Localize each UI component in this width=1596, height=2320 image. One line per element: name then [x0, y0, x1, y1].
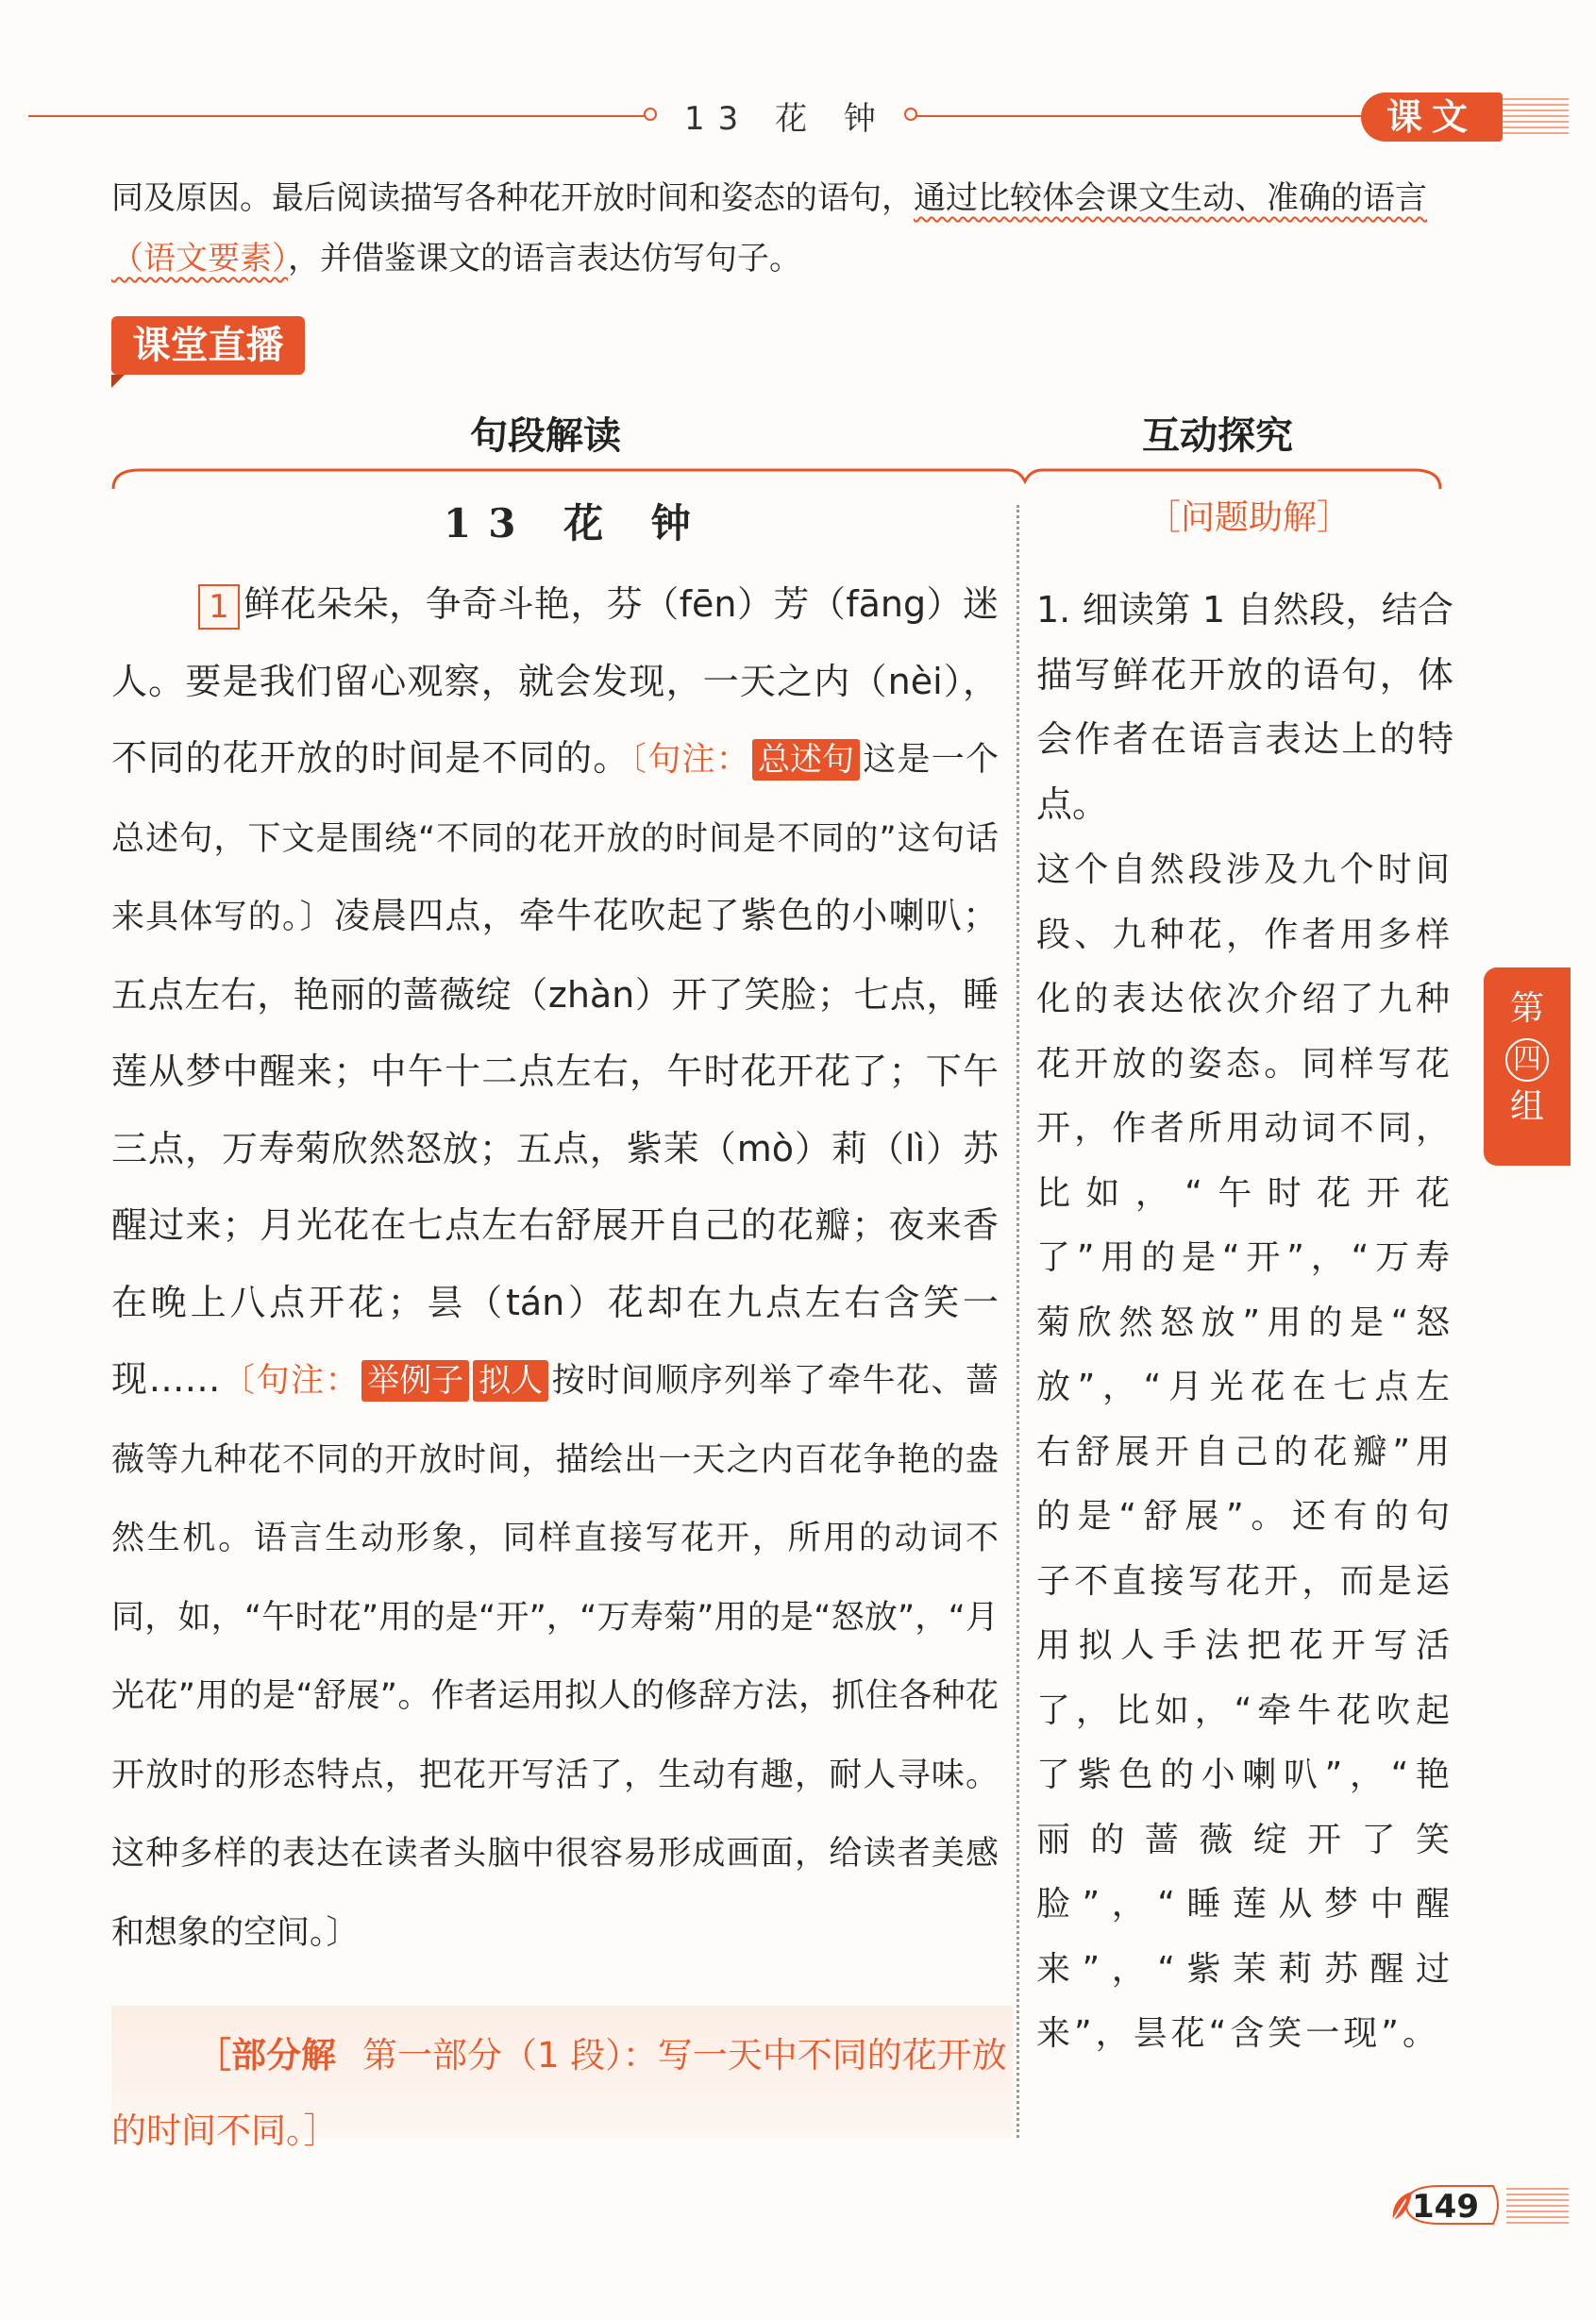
- unit-side-tab: [1484, 967, 1571, 1166]
- intro-note: （语文要素）: [111, 240, 288, 277]
- lesson-tag: 课文: [1361, 92, 1503, 142]
- note-2-label-2: 拟人: [473, 1360, 548, 1402]
- note-1-open: 〔句注：: [630, 741, 750, 779]
- page-number: 149: [1412, 2188, 1479, 2226]
- note-1-text: 这是一个总述句，下文是围绕“不同的花开放的时间是不同的”这句话来具体写的。〕: [111, 741, 999, 936]
- right-answer: 这个自然段涉及九个时间段、九种花，作者用多样化的表达依次介绍了九种花开放的姿态。同样写花开，作者所用动词不同，比如，“午时花开花了”用的是“开”，“万寿菊欣然怒放”用的是“怒放”，“月光花在七点左右舒展开自己的花瓣”用的是“舒展”。还有的句子不直接写花开，而是运用拟人手法把花开写活了，比如，“牵牛花吹起了紫色的小喇叭”，“艳丽的蔷薇绽开了笑脸”，“睡莲从梦中醒来”，“紫茉莉苏醒过来”，昙花“含笑一现”。: [1036, 850, 1453, 2053]
- paragraph-number: 1: [198, 584, 240, 630]
- intro-wavy-text: 通过比较体会课文生动、准确的语言: [914, 179, 1427, 217]
- intro-rest: ，并借鉴课文的语言表达仿写句子。: [288, 240, 801, 277]
- note-2-label-1: 举例子: [361, 1360, 469, 1402]
- part-label: ［部分解: [196, 2035, 336, 2076]
- header-rule-dot-left: [644, 108, 657, 121]
- side-tab-bottom: 组: [1509, 1087, 1544, 1126]
- article-title: 13 花 钟: [444, 500, 708, 546]
- column-heading-right: 互动探究: [1142, 414, 1293, 458]
- paragraph-text-1: 鲜花朵朵，争奇斗艳，芬（fēn）芳（fāng）迷人。要是我们留心观察，就会发现，一天之内（nèi），不同的花开放的时间是不同的。: [111, 583, 999, 779]
- page-number-outline: [1403, 2182, 1506, 2228]
- part-text: 第一部分（1 段）：写一天中不同的花开放的时间不同。］: [111, 2035, 1007, 2151]
- header-rule-left: [28, 115, 651, 117]
- side-tab-number: 四: [1505, 1038, 1549, 1082]
- section-tag: 课堂直播: [111, 316, 305, 375]
- header-rule-dot-right: [904, 108, 917, 121]
- note-2-text: 按时间顺序列举了牵牛花、蔷薇等九种花不同的开放时间，描绘出一天之内百花争艳的盎然生机。语言生动形象，同样直接写花开，所用的动词不同，如，“午时花”用的是“开”，“万寿菊”用的是“怒放”，“月光花”用的是“舒展”。作者运用拟人的修辞方法，抓住各种花开放时的形态特点，把花开写活了，生动有趣，耐人寻味。这种多样的表达在读者头脑中很容易形成画面，给读者美感和想象的空间。〕: [111, 1362, 999, 1952]
- right-question: 1. 细读第 1 自然段，结合描写鲜花开放的语句，体会作者在语言表达上的特点。: [1036, 589, 1453, 825]
- paragraph-text-2: 凌晨四点，牵牛花吹起了紫色的小喇叭；五点左右，艳丽的蔷薇绽（zhàn）开了笑脸；七点，睡莲从梦中醒来；中午十二点左右，午时花开花了；下午三点，万寿菊欣然怒放；五点，紫茉（mò）莉（lì）苏醒过来；月光花在七点左右舒展开自己的花瓣；夜来香在晚上八点开花；昙（tán）花却在九点左右含笑一现……: [111, 895, 999, 1400]
- right-heading: ［问题助解］: [1147, 498, 1352, 537]
- column-heading-left: 句段解读: [470, 414, 621, 458]
- header-rule-right: [916, 115, 1369, 117]
- running-header-title: 13 花 钟: [684, 100, 889, 138]
- side-tab-top: 第: [1509, 989, 1544, 1028]
- footer-stripes: [1506, 2188, 1569, 2226]
- note-2-open: 〔句注：: [220, 1362, 361, 1400]
- column-divider: [111, 464, 1442, 493]
- part-summary: [111, 2018, 1008, 2169]
- paragraph-1: [111, 566, 999, 1972]
- intro-line-1: [111, 168, 1452, 228]
- intro-text: 同及原因。最后阅读描写各种花开放时间和姿态的语句，: [111, 179, 914, 217]
- header-stripes: [1503, 98, 1569, 136]
- intro-line-2: [111, 228, 1452, 289]
- note-1-label: 总述句: [752, 739, 860, 781]
- column-separator: [1016, 505, 1019, 2138]
